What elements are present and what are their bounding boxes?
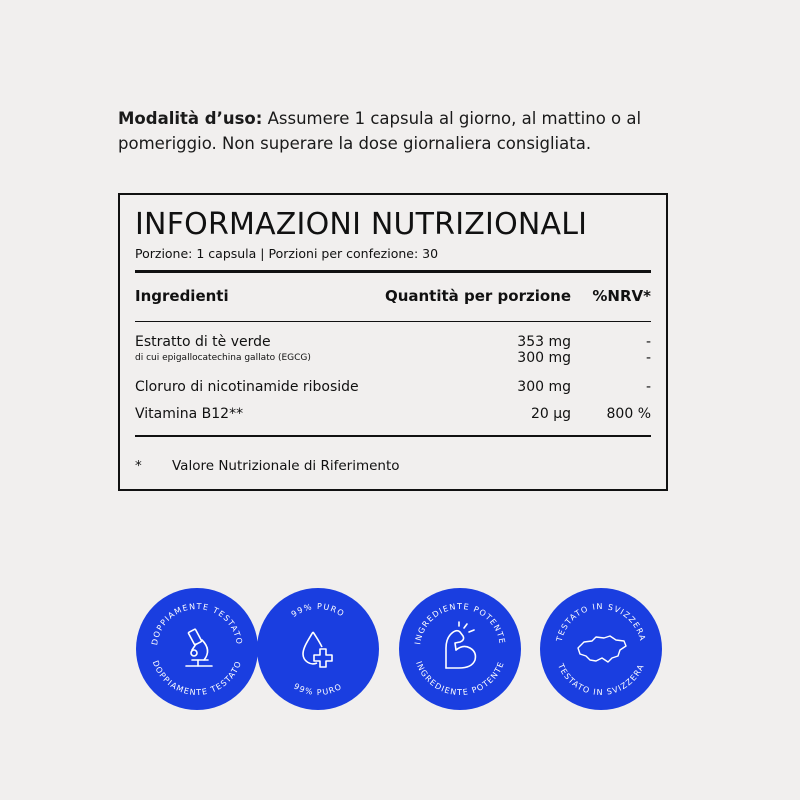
badge-99-pure	[257, 588, 379, 710]
header-ingredient: Ingredienti	[135, 287, 229, 305]
switzerland-map-icon	[578, 636, 626, 662]
svg-text:INGREDIENTE POTENTE	[414, 660, 506, 697]
svg-text:DOPPIAMENTE TESTATO	[151, 659, 243, 697]
row-quantity: 353 mg	[517, 334, 571, 350]
panel-title: INFORMAZIONI NUTRIZIONALI	[135, 207, 588, 242]
badge-text-bottom: 99% PURO	[292, 681, 344, 698]
usage-text: Assumere 1 capsula al giorno, al mattino o al pomeriggio. Non superare la dose giornaliera consigliata.	[118, 109, 642, 153]
row-name-sub: di cui epigallocatechina gallato (EGCG)	[135, 353, 311, 363]
usage-label: Modalità d’uso:	[118, 109, 263, 128]
footnote-marker: *	[135, 458, 142, 474]
panel-subtitle: Porzione: 1 capsula | Porzioni per confezione: 30	[135, 246, 439, 261]
divider-header	[135, 321, 651, 322]
svg-text:99% PURO	[290, 602, 347, 619]
row-nrv: -	[645, 379, 651, 395]
svg-text:INGREDIENTE POTENTE	[413, 602, 507, 645]
row-nrv: -	[645, 350, 651, 366]
svg-text:DOPPIAMENTE TESTATO	[150, 602, 244, 646]
row-quantity: 20 µg	[530, 406, 571, 422]
divider-bottom	[135, 435, 651, 437]
row-name: Estratto di tè verde	[135, 334, 271, 350]
badge-text-top: DOPPIAMENTE TESTATO	[150, 601, 244, 646]
usage-instructions	[118, 106, 698, 156]
flexed-arm-icon	[446, 622, 475, 668]
row-name: Vitamina B12**	[135, 406, 244, 422]
microscope-icon	[186, 629, 212, 666]
nutrition-facts-panel	[118, 193, 668, 491]
header-quantity: Quantità per porzione	[384, 287, 571, 305]
badge-potent-ingredient	[399, 588, 521, 710]
row-name: Cloruro di nicotinamide riboside	[135, 379, 359, 395]
badge-text-top: INGREDIENTE POTENTE	[413, 601, 507, 646]
svg-text:99% PURO	[292, 682, 344, 697]
svg-text:TESTATO IN SVIZZERA	[556, 661, 646, 697]
badge-double-tested	[136, 588, 258, 710]
badge-text-top: TESTATO IN SVIZZERA	[554, 601, 648, 643]
footnote-text: Valore Nutrizionale di Riferimento	[172, 458, 400, 474]
badge-text-bottom: INGREDIENTE POTENTE	[414, 659, 506, 698]
badge-text-bottom: TESTATO IN SVIZZERA	[556, 662, 647, 698]
drop-plus-icon	[303, 632, 332, 667]
badge-text-top: 99% PURO	[289, 601, 347, 619]
row-quantity: 300 mg	[517, 350, 571, 366]
row-nrv: 800 %	[606, 406, 651, 422]
header-nrv: %NRV*	[592, 287, 651, 305]
row-nrv: -	[645, 334, 651, 350]
badge-tested-in-switzerland	[540, 588, 662, 710]
badge-text-bottom: DOPPIAMENTE TESTATO	[150, 659, 244, 698]
row-quantity: 300 mg	[517, 379, 571, 395]
divider-top	[135, 270, 651, 273]
